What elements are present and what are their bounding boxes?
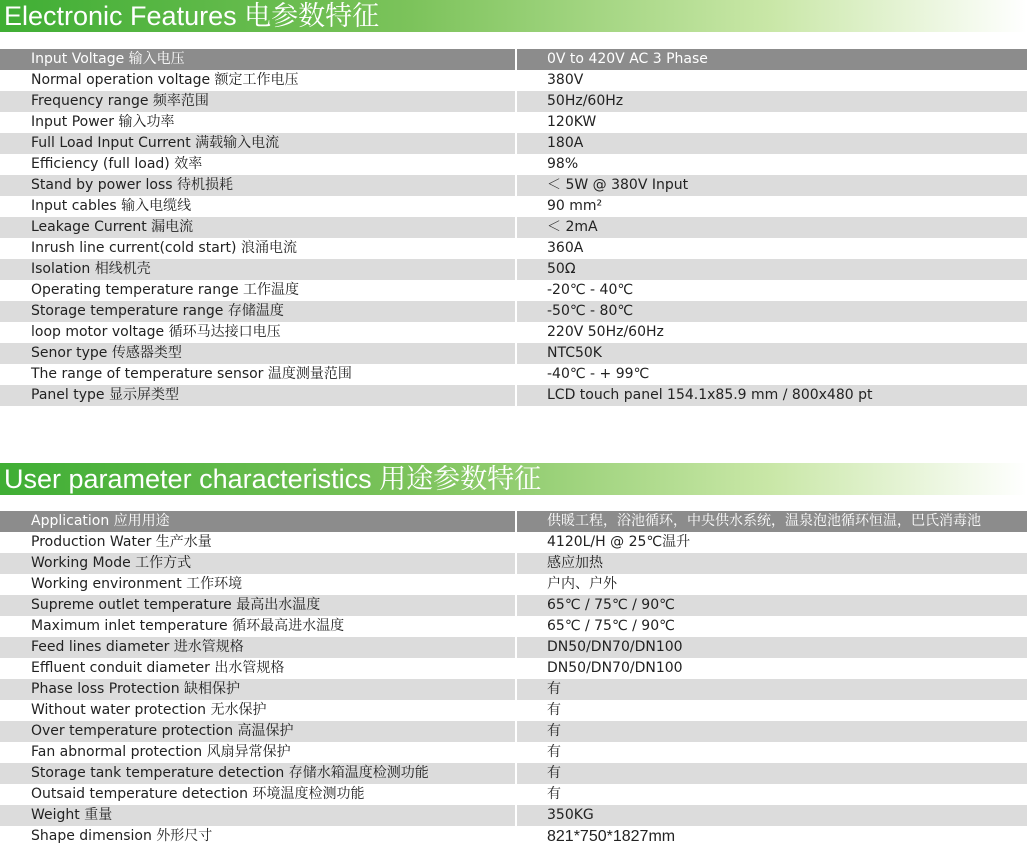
row-label: Working environment 工作环境 [31, 576, 243, 592]
row-value: -40℃ - + 99℃ [515, 364, 1027, 385]
table-row [0, 91, 1027, 112]
row-value: 4120L/H @ 25℃温升 [515, 532, 1027, 553]
section-banner-electronic [0, 0, 1027, 32]
row-value: 户内、户外 [515, 574, 1027, 595]
table-row [0, 679, 1027, 700]
row-label: Isolation 相线机壳 [31, 261, 151, 277]
row-value: LCD touch panel 154.1x85.9 mm / 800x480 pt [515, 385, 1027, 406]
row-label: Weight 重量 [31, 807, 113, 823]
table-row [0, 112, 1027, 133]
table-row [0, 217, 1027, 238]
table-row [0, 196, 1027, 217]
row-value: 120KW [515, 112, 1027, 133]
table-row [0, 826, 1027, 847]
row-label: Panel type 显示屏类型 [31, 387, 179, 403]
row-label: Supreme outlet temperature 最高出水温度 [31, 597, 321, 613]
row-label: Fan abnormal protection 风扇异常保护 [31, 744, 291, 760]
table-row [0, 784, 1027, 805]
row-label: Full Load Input Current 满载输入电流 [31, 135, 280, 151]
row-value: 65℃ / 75℃ / 90℃ [515, 595, 1027, 616]
table-row [0, 658, 1027, 679]
table-row [0, 532, 1027, 553]
row-value: 有 [515, 763, 1027, 784]
row-value: 90 mm² [515, 196, 1027, 217]
table-row [0, 721, 1027, 742]
row-value: 50Hz/60Hz [515, 91, 1027, 112]
section-title: Electronic Features 电参数特征 [4, 1, 380, 31]
row-label: Normal operation voltage 额定工作电压 [31, 72, 299, 88]
table-row [0, 385, 1027, 406]
table-row [0, 574, 1027, 595]
table-row [0, 742, 1027, 763]
row-value: -20℃ - 40℃ [515, 280, 1027, 301]
section-banner-user [0, 463, 1027, 495]
table-row [0, 133, 1027, 154]
row-value: 821*750*1827mm [515, 826, 1027, 847]
table-row [0, 175, 1027, 196]
row-value: DN50/DN70/DN100 [515, 637, 1027, 658]
table-row [0, 616, 1027, 637]
table-row [0, 364, 1027, 385]
row-label: Input Power 输入功率 [31, 114, 175, 130]
table-row [0, 595, 1027, 616]
row-label: Senor type 传感器类型 [31, 345, 182, 361]
row-label: Outsaid temperature detection 环境温度检测功能 [31, 786, 365, 802]
row-label: Input cables 输入电缆线 [31, 198, 192, 214]
table-row [0, 280, 1027, 301]
row-value: ＜ 2mA [515, 217, 1027, 238]
section-title: User parameter characteristics 用途参数特征 [4, 464, 542, 494]
table-row [0, 805, 1027, 826]
row-value: 有 [515, 784, 1027, 805]
row-label: Storage temperature range 存储温度 [31, 303, 284, 319]
table-row [0, 70, 1027, 91]
user-parameter-table [0, 511, 1027, 847]
row-label: Working Mode 工作方式 [31, 555, 192, 571]
row-value: 380V [515, 70, 1027, 91]
row-value: 0V to 420V AC 3 Phase [515, 49, 1027, 70]
row-value: 有 [515, 700, 1027, 721]
row-label: Operating temperature range 工作温度 [31, 282, 300, 298]
row-value: 98% [515, 154, 1027, 175]
row-value: 供暖工程，浴池循环，中央供水系统，温泉泡池循环恒温，巴氏消毒池 [515, 511, 1027, 532]
row-label: Effluent conduit diameter 出水管规格 [31, 660, 285, 676]
row-value: 有 [515, 742, 1027, 763]
row-value: 350KG [515, 805, 1027, 826]
row-value: -50℃ - 80℃ [515, 301, 1027, 322]
row-label: Inrush line current(cold start) 浪涌电流 [31, 240, 297, 256]
table-row [0, 49, 1027, 70]
row-value: 65℃ / 75℃ / 90℃ [515, 616, 1027, 637]
row-value: 220V 50Hz/60Hz [515, 322, 1027, 343]
row-label: Application 应用用途 [31, 513, 170, 529]
table-row [0, 637, 1027, 658]
row-label: Input Voltage 输入电压 [31, 51, 185, 67]
row-value: 360A [515, 238, 1027, 259]
table-row [0, 343, 1027, 364]
row-value: 180A [515, 133, 1027, 154]
row-value: NTC50K [515, 343, 1027, 364]
row-label: Feed lines diameter 进水管规格 [31, 639, 244, 655]
table-row [0, 154, 1027, 175]
row-value: 有 [515, 721, 1027, 742]
table-row [0, 259, 1027, 280]
row-label: Over temperature protection 高温保护 [31, 723, 294, 739]
table-row [0, 700, 1027, 721]
row-label: Maximum inlet temperature 循环最高进水温度 [31, 618, 345, 634]
row-value: 50Ω [515, 259, 1027, 280]
row-label: Production Water 生产水量 [31, 534, 212, 550]
table-row [0, 763, 1027, 784]
row-label: Storage tank temperature detection 存储水箱温度检测功能 [31, 765, 429, 781]
row-label: Efficiency (full load) 效率 [31, 156, 203, 172]
row-value: ＜ 5W @ 380V Input [515, 175, 1027, 196]
row-label: The range of temperature sensor 温度测量范围 [31, 366, 352, 382]
row-value: DN50/DN70/DN100 [515, 658, 1027, 679]
table-row [0, 553, 1027, 574]
row-value: 感应加热 [515, 553, 1027, 574]
row-label: Without water protection 无水保护 [31, 702, 267, 718]
row-value: 有 [515, 679, 1027, 700]
row-label: Phase loss Protection 缺相保护 [31, 681, 241, 697]
row-label: Frequency range 频率范围 [31, 93, 209, 109]
table-row [0, 301, 1027, 322]
table-row [0, 322, 1027, 343]
row-label: loop motor voltage 循环马达接口电压 [31, 324, 281, 340]
row-label: Shape dimension 外形尺寸 [31, 828, 213, 844]
electronic-features-table [0, 49, 1027, 406]
table-row [0, 238, 1027, 259]
row-label: Stand by power loss 待机损耗 [31, 177, 234, 193]
row-label: Leakage Current 漏电流 [31, 219, 194, 235]
table-row [0, 511, 1027, 532]
